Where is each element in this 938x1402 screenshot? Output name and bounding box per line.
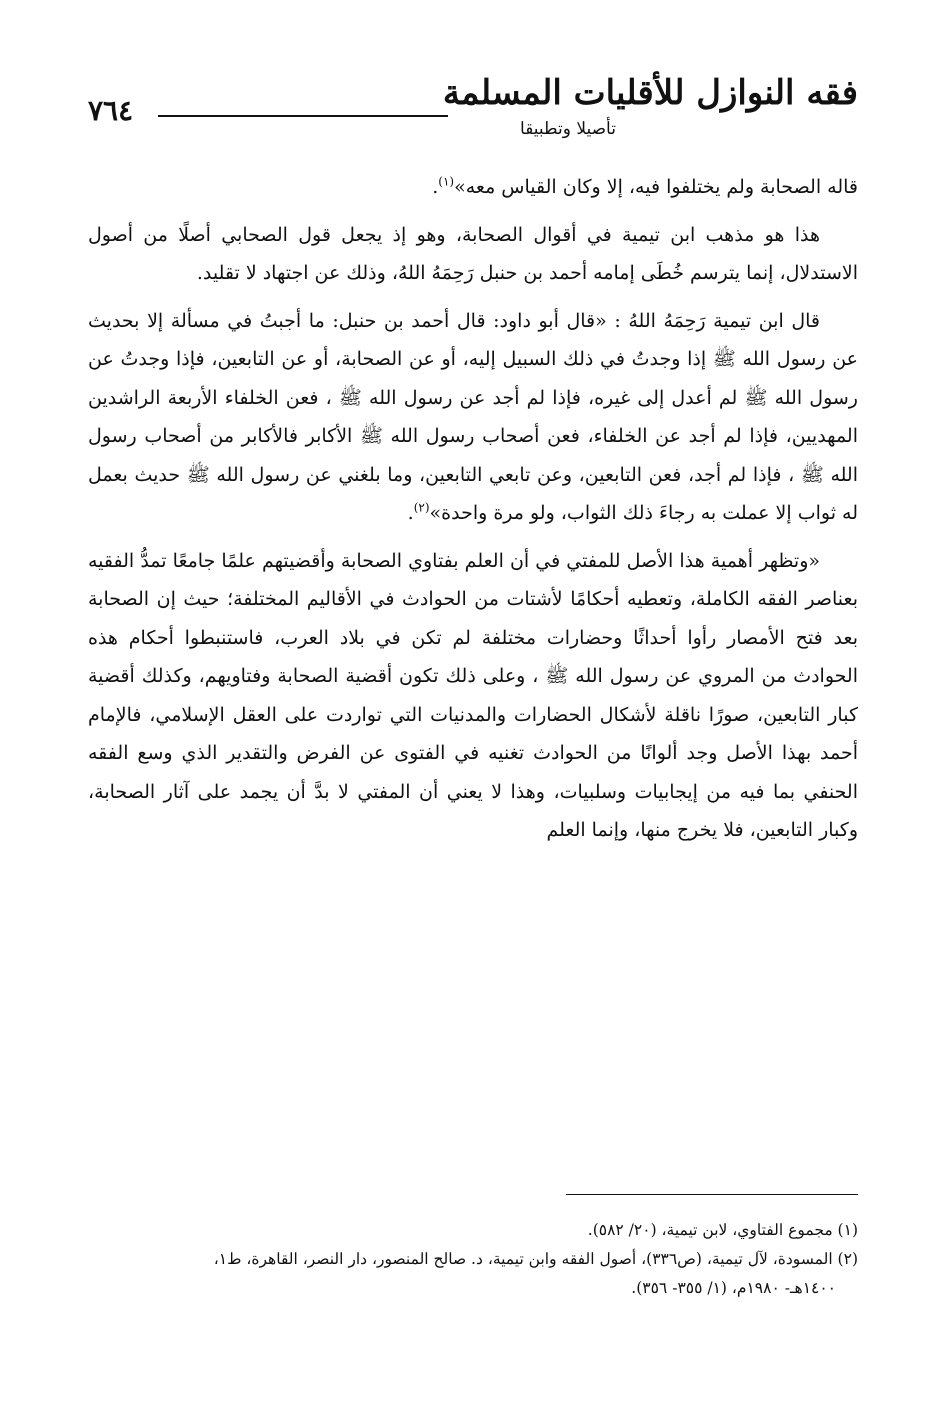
page-number: ٧٦٤ <box>88 94 134 127</box>
paragraph-4: «وتظهر أهمية هذا الأصل للمفتي في أن العلم بفتاوي الصحابة وأقضيتهم علمًا جامعًا تمدُّ الفقيه بعناصر الفقه الكاملة، وتعطيه أحكامًا لأشتات من الحوادث في الأقاليم المختلفة؛ حيث إن الصحابة بعد فتح الأمصار رأوا أحداثًا وحضارات مختلفة لم تكن في بلاد العرب، فاستنبطوا أحكام هذه الحوادث من المروي عن رسول الله ﷺ ، وعلى ذلك تكون أقضية الصحابة وفتاويهم، وكذلك أقضية كبار التابعين، صورًا ناقلة لأشكال الحضارات والمدنيات التي تواردت على العقل الإسلامي، فالإمام أحمد بهذا الأصل وجد ألوانًا من الحوادث تغنيه في الفتوى عن الفرض والتقدير الذي وسع الفقه الحنفي بما فيه من إيجابيات وسلبيات، وهذا لا يعني أن المفتي لا بدَّ أن يجمد على آثار الصحابة، وكبار التابعين، فلا يخرج منها، وإنما العلم <box>88 549 858 841</box>
paragraph-3 <box>88 302 858 533</box>
header-rule <box>158 115 448 117</box>
footnote-1: (١) مجموع الفتاوي، لابن تيمية، (٢٠/ ٥٨٢). <box>587 1221 858 1239</box>
footnote-2-line-1: (٢) المسودة، لآل تيمية، (ص٣٣٦)، أصول الفقه وابن تيمية، د. صالح المنصور، دار النصر، القاهرة، ط١، <box>213 1250 858 1268</box>
footnote-2-line-2: ١٤٠٠هـ- ١٩٨٠م، (١/ ٣٥٥- ٣٥٦). <box>631 1279 836 1297</box>
paragraph-3-text: قال ابن تيمية رَحِمَهُ اللهُ : «قال أبو داود: قال أحمد بن حنبل: ما أجبتُ في مسألة إلا بحديث عن رسول الله ﷺ إذا وجدتُ في ذلك السبيل إليه، أو عن الصحابة، أو عن التابعين، فإذا وجدتُ عن رسول الله ﷺ لم أعدل إلى غيره، فإذا لم أجد عن رسول الله ﷺ ، فعن الخلفاء الأربعة الراشدين المهديين، فإذا لم أجد عن الخلفاء، فعن أصحاب رسول الله ﷺ الأكابر فالأكابر من أصحاب رسول الله ﷺ ، فإذا لم أجد، فعن التابعين، وعن تابعي التابعين، وما بلغني عن رسول الله ﷺ حديث بعمل له ثواب إلا عملت به رجاءَ ذلك الثواب، ولو مرة واحدة» <box>88 309 858 524</box>
paragraph-1-end: . <box>432 176 439 198</box>
paragraph-2: هذا هو مذهب ابن تيمية في أقوال الصحابة، وهو إذ يجعل قول الصحابي أصلًا من أصول الاستدلال، إنما يترسم خُطَى إمامه أحمد بن حنبل رَحِمَهُ اللهُ، وذلك عن اجتهاد لا تقليد. <box>88 223 858 284</box>
footnote-separator <box>566 1194 858 1195</box>
book-title: فقه النوازل للأقليات المسلمة <box>442 73 858 113</box>
body-text <box>88 168 858 859</box>
paragraph-1 <box>88 168 858 207</box>
footnote-ref-1: (١) <box>438 174 455 189</box>
paragraph-3-end: . <box>407 502 414 524</box>
paragraph-1-text: قاله الصحابة ولم يختلفوا فيه، إلا وكان القياس معه» <box>454 176 858 198</box>
footnote-ref-2: (٢) <box>413 500 430 515</box>
page-header <box>88 72 858 152</box>
footnotes <box>88 1216 858 1303</box>
book-subtitle: تأصيلا وتطبيقا <box>520 119 616 139</box>
